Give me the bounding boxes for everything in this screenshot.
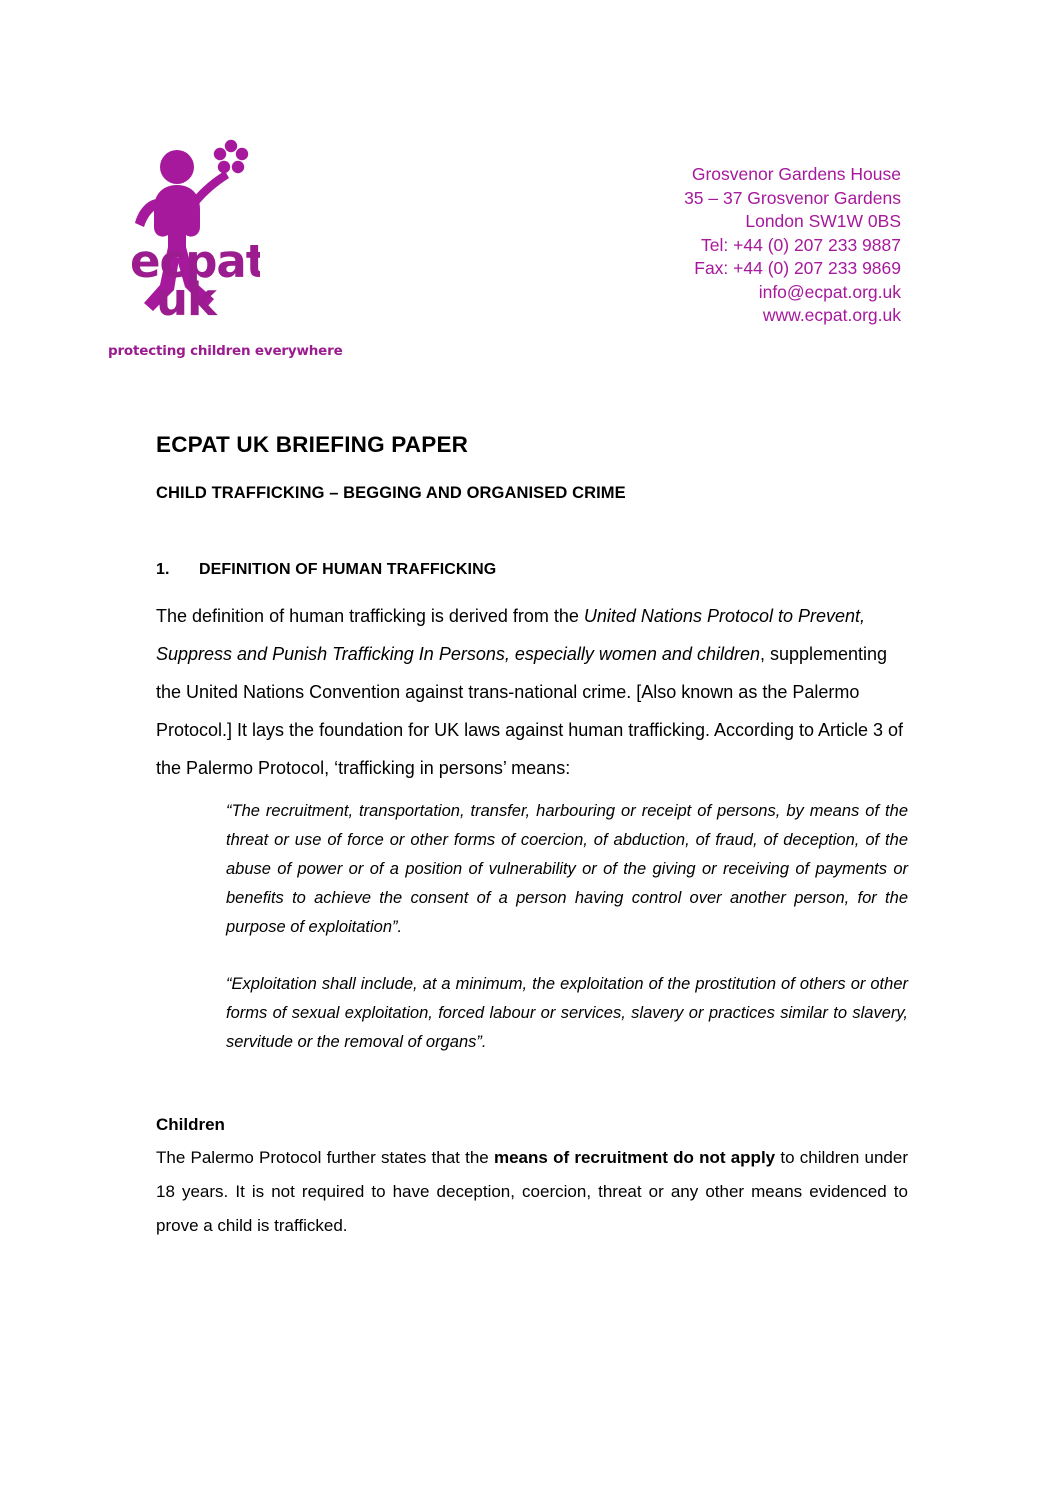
contact-line-city: London SW1W 0BS (745, 211, 901, 231)
page-title: ECPAT UK BRIEFING PAPER (156, 432, 469, 457)
svg-text:ecpat: ecpat (130, 235, 260, 288)
children-text-emphasis: means of recruitment do not apply (493, 1148, 776, 1167)
children-text-part2: to children under 18 years. It is not required to have deception, coercion, threat or any other means evidenced to prove a child is trafficked. (156, 1148, 908, 1235)
document-body (156, 432, 908, 1243)
intro-paragraph (156, 597, 908, 787)
contact-details (684, 163, 901, 328)
intro-text-part2: , supplementing the United Nations Convention against trans-national crime. [Also known as the Palermo Protocol.] It lays the foundation for UK laws against human trafficking. According to Article 3 of the Palermo Protocol, ‘trafficking in persons’ means: (156, 644, 904, 778)
children-paragraph (156, 1141, 908, 1243)
contact-line-fax: Fax: +44 (0) 207 233 9869 (694, 258, 901, 278)
page-subtitle: CHILD TRAFFICKING – BEGGING AND ORGANISED CRIME (156, 484, 626, 502)
contact-line-email[interactable]: info@ecpat.org.uk (758, 281, 901, 302)
ecpat-logo (108, 135, 378, 365)
protocol-title-italic: United Nations Protocol to Prevent, Suppress and Punish Trafficking In Persons, especially women and children (156, 606, 866, 664)
section-number: 1. (156, 561, 170, 578)
svg-text:uk: uk (156, 273, 216, 320)
ecpat-logo-icon (130, 135, 260, 320)
subheading-children: Children (156, 1115, 225, 1134)
contact-line-address2: 35 – 37 Grosvenor Gardens (684, 187, 901, 208)
contact-line-website[interactable]: www.ecpat.org.uk (762, 305, 901, 325)
section-heading-label: DEFINITION OF HUMAN TRAFFICKING (199, 561, 497, 578)
logo-tagline: protecting children everywhere (108, 343, 343, 359)
children-text-part1: The Palermo Protocol further states that the (156, 1148, 494, 1167)
blockquote-trafficking-definition: “The recruitment, transportation, transfer, harbouring or receipt of persons, by means of the threat or use of force or other forms of coercion, of abduction, of fraud, of deception, of the abuse of power or of a position of vulnerability or of the giving or receiving of payments or benefits to achieve the consent of a person having control over another person, for the purpose of exploitation”. (226, 802, 908, 936)
blockquote-exploitation-definition: “Exploitation shall include, at a minimum, the exploitation of the prostitution of others or other forms of sexual exploitation, forced labour or services, slavery or practices similar to slavery, servitude or the removal of organs”. (226, 975, 908, 1051)
section-heading-definition (156, 561, 908, 579)
letterhead-header (0, 0, 1058, 380)
contact-line-telephone: Tel: +44 (0) 207 233 9887 (701, 234, 901, 255)
intro-text-part1: The definition of human trafficking is derived from the (156, 606, 584, 626)
contact-line-address1: Grosvenor Gardens House (691, 164, 901, 184)
